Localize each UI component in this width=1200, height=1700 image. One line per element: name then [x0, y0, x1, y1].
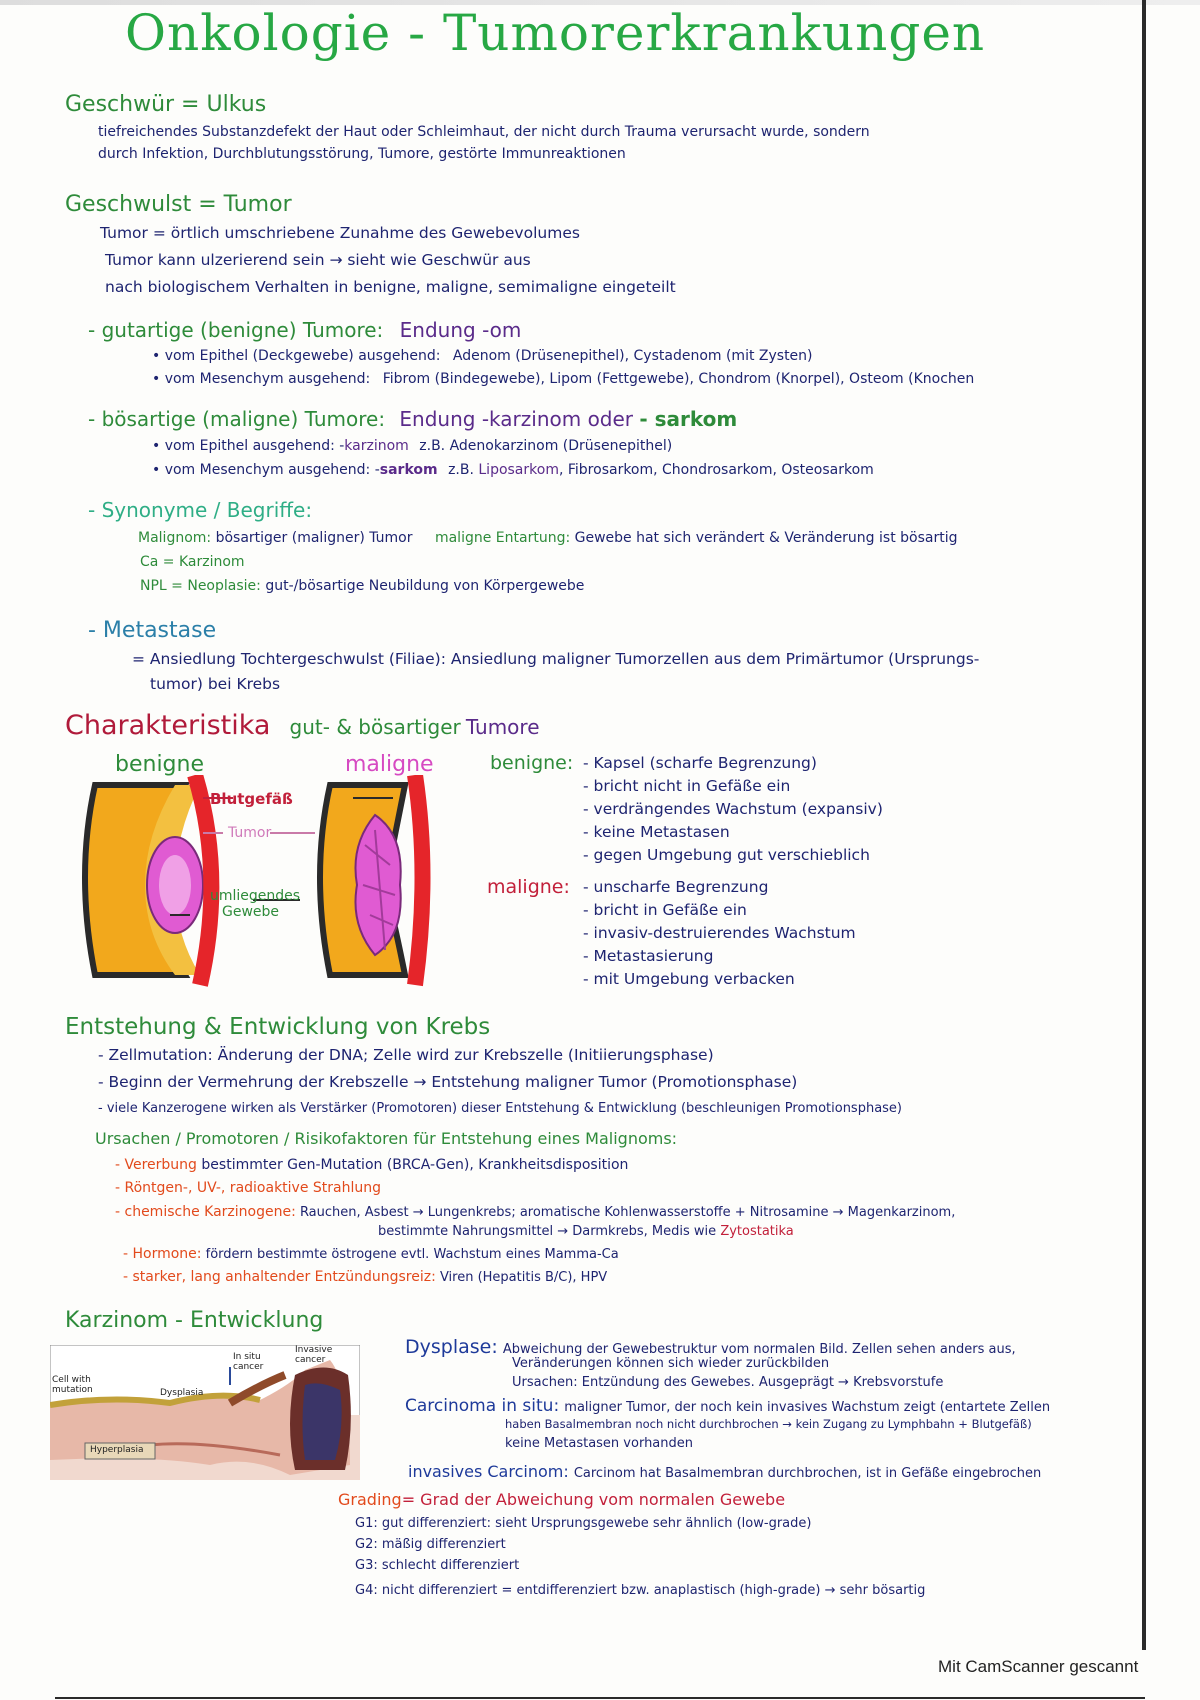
scanner-watermark: Mit CamScanner gescannt [938, 1657, 1139, 1676]
benign-tumor-illustration [85, 775, 211, 985]
label-gewebe-1: umliegendes [210, 888, 301, 904]
malign-epithel-example: z.B. Adenokarzinom (Drüsenepithel) [419, 438, 673, 454]
malignom-def: bösartiger (maligner) Tumor [215, 530, 413, 546]
grading-heading [338, 1490, 785, 1509]
label-benigne: benigne [115, 752, 204, 777]
ulkus-line-1: tiefreichendes Substanzdefekt der Haut oder Schleimhaut, der nicht durch Trauma verursacht wurde, sondern [98, 124, 870, 140]
malign-epithel-label: • vom Epithel ausgehend: - [152, 438, 345, 454]
invasiv-block [408, 1462, 1041, 1481]
npl-def: gut-/bösartige Neubildung von Körpergewebe [265, 578, 585, 594]
grading-term: Grading [338, 1490, 402, 1509]
benign-heading: - gutartige (benigne) Tumore: [88, 318, 384, 342]
fig-label-dysplasia: Dysplasia [160, 1388, 204, 1398]
benigne-item: - keine Metastasen [583, 823, 730, 841]
ursache-chemisch [115, 1204, 955, 1220]
label-maligne: maligne [345, 752, 434, 777]
maligne-item: - mit Umgebung verbacken [583, 970, 795, 988]
benigne-list [583, 752, 883, 867]
label-gewebe-2: Gewebe [222, 904, 280, 920]
charakteristika-title: Charakteristika [65, 710, 271, 741]
ursachen-heading: Ursachen / Promotoren / Risikofaktoren für Entstehung eines Malignoms: [95, 1129, 678, 1148]
karzinom-heading: Karzinom - Entwicklung [65, 1308, 324, 1333]
dysplasie-def: Abweichung der Gewebestruktur vom normalen Bild. Zellen sehen anders aus, [502, 1342, 1016, 1357]
ursache-vererbung [115, 1157, 628, 1173]
grading-g1: G1: gut differenziert: sieht Ursprungsgewebe sehr ähnlich (low-grade) [355, 1516, 812, 1531]
zytostatika: Zytostatika [720, 1224, 794, 1239]
synonyme-malignom [138, 530, 958, 546]
charakteristika-heading [65, 710, 540, 741]
entartung-term: maligne Entartung: [434, 530, 571, 546]
fig-label-in-situ: In situ cancer [233, 1352, 264, 1372]
insitu-block [405, 1396, 1050, 1416]
entzuendung-def: Viren (Hepatitis B/C), HPV [439, 1270, 608, 1285]
malign-ending: Endung -karzinom oder [399, 407, 634, 431]
benign-epithel [152, 348, 813, 364]
malign-mesen-suffix: sarkom [379, 462, 438, 478]
malign-epithel [152, 438, 672, 454]
benign-epithel-examples: Adenom (Drüsenepithel), Cystadenom (mit Zysten) [452, 348, 813, 364]
tumor-line-3: nach biologischem Verhalten in benigne, maligne, semimaligne eingeteilt [105, 278, 676, 296]
heading-tumor: Geschwulst = Tumor [65, 192, 292, 217]
chemisch-def-2: bestimmte Nahrungsmittel → Darmkrebs, Medis wie [378, 1224, 717, 1239]
charakteristika-subtitle: gut- & bösartiger [289, 715, 461, 739]
benigne-list-heading: benigne: [490, 752, 574, 774]
grading-g2: G2: mäßig differenziert [355, 1537, 506, 1552]
metastase-heading: - Metastase [88, 618, 217, 643]
maligne-item: - invasiv-destruierendes Wachstum [583, 924, 856, 942]
benigne-item: - Kapsel (scharfe Begrenzung) [583, 754, 817, 772]
entstehung-line-1: - Zellmutation: Änderung der DNA; Zelle wird zur Krebszelle (Initiierungsphase) [98, 1046, 714, 1064]
ursache-entzuendung [123, 1269, 607, 1285]
maligne-item: - unscharfe Begrenzung [583, 878, 769, 896]
maligne-list-heading: maligne: [487, 876, 570, 898]
synonyme-heading: - Synonyme / Begriffe: [88, 498, 313, 522]
carcinoma-development-figure [50, 1345, 360, 1480]
malign-tumor-illustration [320, 775, 423, 985]
dysplasie-block [405, 1336, 1016, 1358]
fig-label-hyperplasia: Hyperplasia [90, 1445, 144, 1455]
malign-mesen-others: , Fibrosarkom, Chondrosarkom, Osteosarkom [558, 462, 874, 478]
synonyme-ca: Ca = Karzinom [140, 554, 245, 570]
insitu-line-2: haben Basalmembran noch nicht durchbrochen → kein Zugang zu Lymphbahn + Blutgefäß) [505, 1417, 1032, 1431]
tumor-line-1: Tumor = örtlich umschriebene Zunahme des Gewebevolumes [100, 224, 580, 242]
benigne-item: - bricht nicht in Gefäße ein [583, 777, 791, 795]
dysplasie-line-3: Ursachen: Entzündung des Gewebes. Ausgeprägt → Krebsvorstufe [512, 1375, 944, 1390]
fig-label-invasive: Invasive cancer [295, 1345, 333, 1365]
metastase-line-1: = Ansiedlung Tochtergeschwulst (Filiae): Ansiedlung maligner Tumorzellen aus dem Primärtumor (Ursprungs- [132, 650, 980, 668]
npl-term: NPL = Neoplasie: [140, 578, 261, 594]
charakteristika-tumore: Tumore [465, 715, 540, 739]
chemisch-def: Rauchen, Asbest → Lungenkrebs; aromatische Kohlenwasserstoffe + Nitrosamine → Magenkarzinom, [299, 1205, 956, 1220]
page-margin-line [1142, 0, 1146, 1650]
page-title: Onkologie - Tumorerkrankungen [125, 4, 986, 62]
tumor-line-2: Tumor kann ulzerierend sein → sieht wie Geschwür aus [105, 251, 531, 269]
malign-mesen-liposarkom: Liposarkom [478, 462, 559, 478]
vererbung-def: bestimmter Gen-Mutation (BRCA-Gen), Krankheitsdisposition [201, 1157, 629, 1173]
ursache-chemisch-2 [378, 1224, 794, 1239]
benign-epithel-label: • vom Epithel (Deckgewebe) ausgehend: [152, 348, 441, 364]
ulkus-line-2: durch Infektion, Durchblutungsstörung, Tumore, gestörte Immunreaktionen [98, 146, 626, 162]
maligne-item: - Metastasierung [583, 947, 714, 965]
label-tumor: Tumor [228, 825, 272, 841]
benign-mesenchym [152, 371, 974, 387]
entzuendung-term: - starker, lang anhaltender Entzündungsreiz: [123, 1269, 436, 1285]
entstehung-line-2: - Beginn der Vermehrung der Krebszelle → Entstehung maligner Tumor (Promotionsphase) [98, 1073, 798, 1091]
ursache-strahlung: - Röntgen-, UV-, radioaktive Strahlung [115, 1180, 382, 1196]
benign-mesen-label: • vom Mesenchym ausgehend: [152, 371, 371, 387]
label-gewebe [210, 888, 300, 920]
entstehung-line-3: - viele Kanzerogene wirken als Verstärker (Promotoren) dieser Entstehung & Entwicklung (beschleunigen Promotionsphase) [98, 1101, 903, 1116]
benign-heading-line [88, 318, 521, 342]
entartung-def: Gewebe hat sich verändert & Veränderung ist bösartig [574, 530, 958, 546]
malign-ending-sarkom: - sarkom [639, 407, 738, 431]
malign-heading-line [88, 407, 737, 431]
bottom-edge-line [55, 1697, 1145, 1699]
malign-mesen-label: • vom Mesenchym ausgehend: - [152, 462, 380, 478]
heading-ulkus: Geschwür = Ulkus [65, 92, 267, 117]
chemisch-term: - chemische Karzinogene: [115, 1204, 296, 1220]
vererbung-term: - Vererbung [115, 1157, 197, 1173]
entstehung-heading: Entstehung & Entwicklung von Krebs [65, 1014, 491, 1040]
invasiv-term: invasives Carcinom: [408, 1462, 569, 1481]
insitu-def: maligner Tumor, der noch kein invasives Wachstum zeigt (entartete Zellen [564, 1400, 1051, 1415]
label-blutgefaess: Blutgefäß [210, 790, 293, 808]
hormone-term: - Hormone: [123, 1246, 202, 1262]
malign-epithel-suffix: karzinom [344, 438, 409, 454]
grading-g3: G3: schlecht differenziert [355, 1558, 520, 1573]
benign-mesen-examples: Fibrom (Bindegewebe), Lipom (Fettgewebe), Chondrom (Knorpel), Osteom (Knochen [382, 371, 975, 387]
dysplasie-term: Dysplase: [405, 1336, 498, 1358]
benign-ending: Endung -om [399, 318, 522, 342]
malignom-term: Malignom: [138, 530, 212, 546]
grading-def: = Grad der Abweichung vom normalen Gewebe [401, 1490, 786, 1509]
ursache-hormone [123, 1246, 619, 1262]
metastase-line-2: tumor) bei Krebs [150, 675, 281, 693]
fig-label-cell-mutation: Cell with mutation [52, 1375, 93, 1395]
malign-heading: - bösartige (maligne) Tumore: [88, 407, 386, 431]
insitu-line-3: keine Metastasen vorhanden [505, 1436, 693, 1451]
maligne-list [583, 876, 856, 991]
malign-mesen-zb: z.B. [448, 462, 474, 478]
benigne-item: - verdrängendes Wachstum (expansiv) [583, 800, 883, 818]
malign-mesenchym [152, 462, 874, 478]
tumor-diagram [75, 775, 455, 995]
hormone-def: fördern bestimmte östrogene evtl. Wachstum eines Mamma-Ca [205, 1247, 619, 1262]
dysplasie-line-2: Veränderungen können sich wieder zurückbilden [512, 1356, 830, 1371]
grading-g4: G4: nicht differenziert = entdifferenziert bzw. anaplastisch (high-grade) → sehr bösartig [355, 1583, 926, 1598]
maligne-item: - bricht in Gefäße ein [583, 901, 747, 919]
invasiv-def: Carcinom hat Basalmembran durchbrochen, ist in Gefäße eingebrochen [573, 1466, 1042, 1481]
synonyme-npl [140, 578, 584, 594]
insitu-term: Carcinoma in situ: [405, 1396, 560, 1416]
benigne-item: - gegen Umgebung gut verschieblich [583, 846, 870, 864]
